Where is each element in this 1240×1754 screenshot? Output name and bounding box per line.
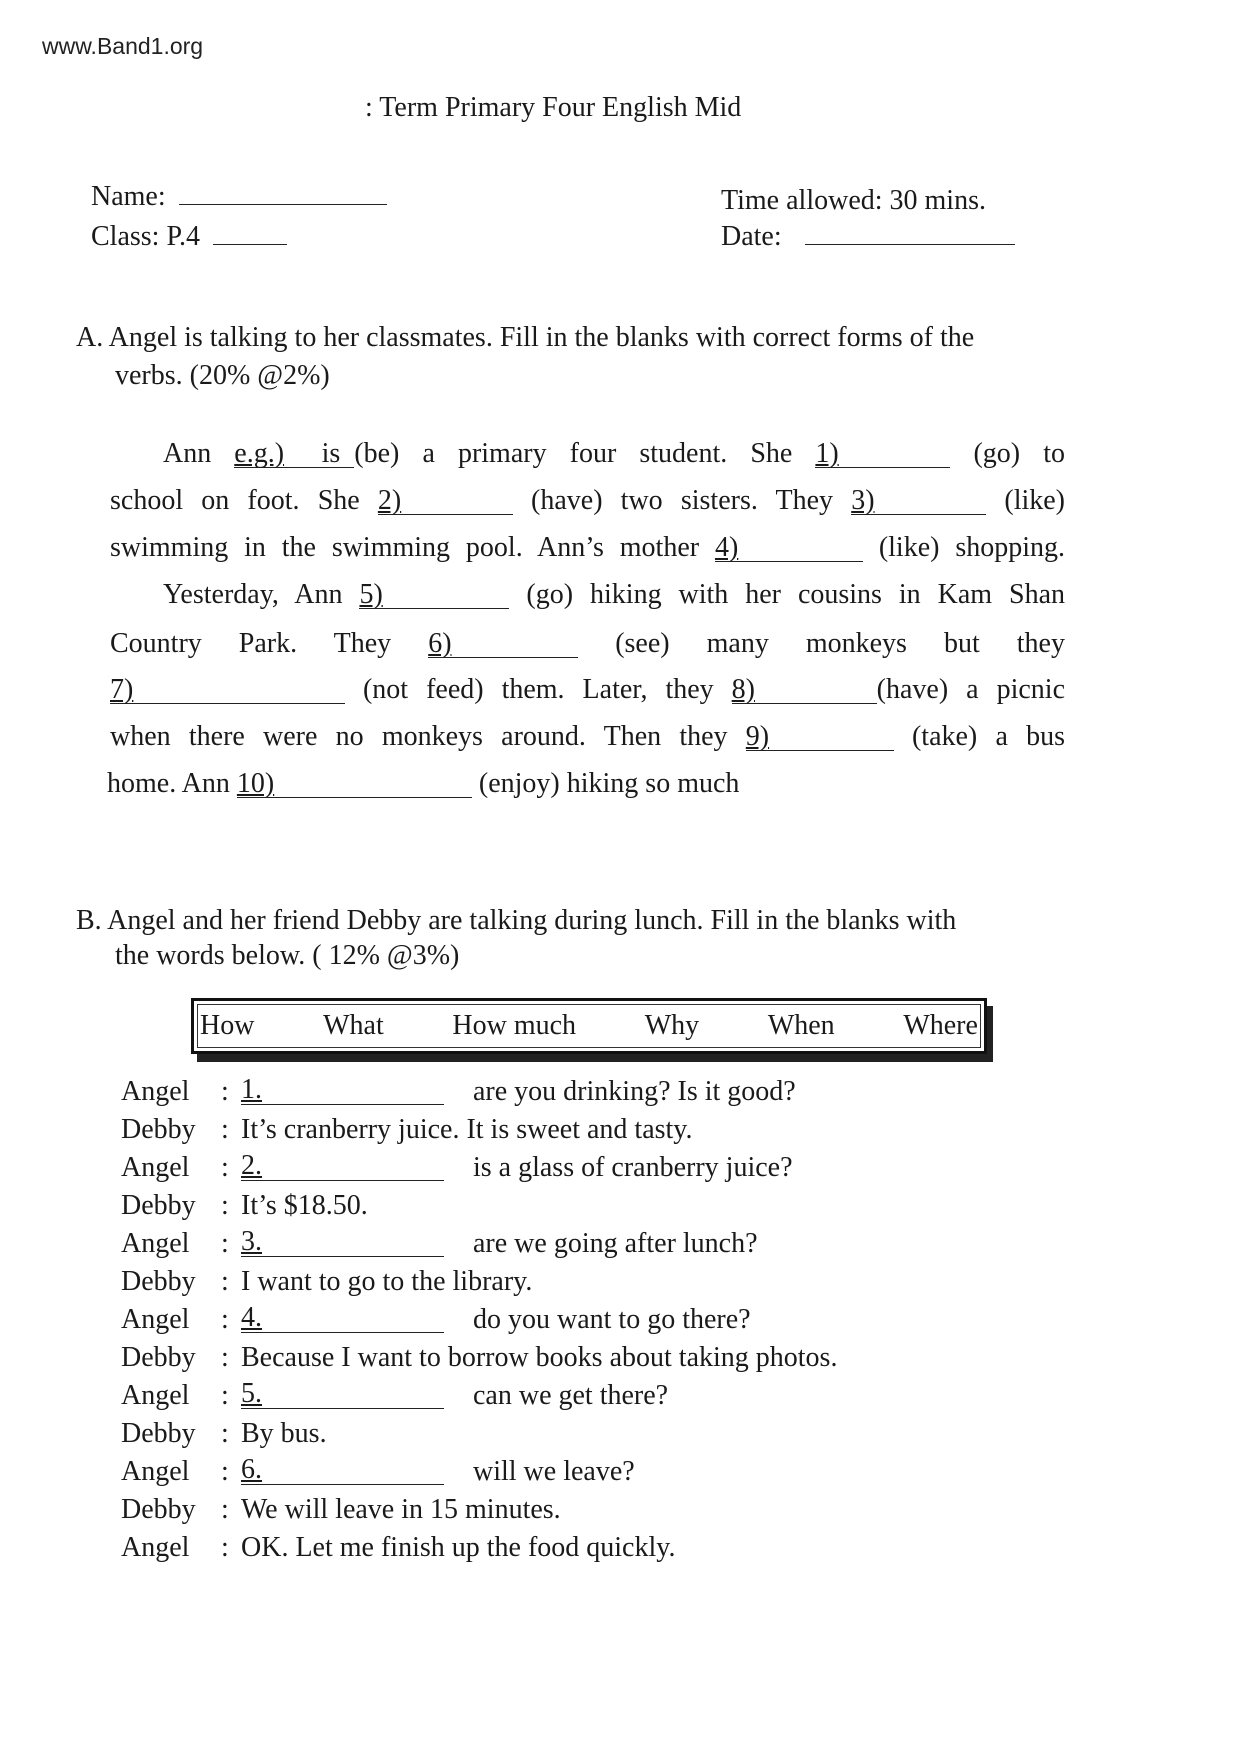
colon: : <box>221 1114 229 1145</box>
time-allowed: Time allowed: 30 mins. <box>721 185 986 216</box>
colon: : <box>221 1266 229 1297</box>
dialogue-text: By bus. <box>241 1418 327 1449</box>
word-bank <box>191 998 987 1054</box>
speaker-name: Angel <box>121 1304 190 1335</box>
dialogue-text: do you want to go there? <box>473 1304 751 1335</box>
colon: : <box>221 1418 229 1449</box>
date-blank <box>805 222 1015 245</box>
name-field <box>91 181 387 213</box>
colon: : <box>221 1342 229 1373</box>
section-a-instruction-2: verbs. (20% @2%) <box>115 360 330 391</box>
passage-text: (have) a picnic <box>876 674 1065 705</box>
answer-blank[interactable] <box>241 1456 444 1485</box>
speaker-name: Debby <box>121 1266 196 1297</box>
word-bank-item: Why <box>644 1010 700 1041</box>
colon: : <box>221 1380 229 1411</box>
example-answer-text: is <box>284 438 355 469</box>
page-title: : Term Primary Four English Mid <box>365 92 742 123</box>
speaker-name: Debby <box>121 1418 196 1449</box>
example-answer[interactable] <box>234 438 355 469</box>
answer-blank[interactable] <box>110 674 345 705</box>
passage-text: (go) to <box>950 438 1065 469</box>
passage-line <box>163 438 1065 470</box>
colon: : <box>221 1532 229 1563</box>
blank-number: 3. <box>241 1226 262 1257</box>
answer-blank[interactable] <box>236 768 472 799</box>
passage-line <box>110 532 1065 564</box>
dialogue-text: We will leave in 15 minutes. <box>241 1494 561 1525</box>
watermark: www.Band1.org <box>42 33 204 59</box>
speaker-name: Angel <box>121 1456 190 1487</box>
dialogue-text: are you drinking? Is it good? <box>473 1076 796 1107</box>
class-label: Class: <box>91 221 160 252</box>
blank-number: 6. <box>241 1454 262 1485</box>
word-bank-item: Where <box>903 1010 978 1041</box>
dialogue-text: can we get there? <box>473 1380 669 1411</box>
dialogue-text: OK. Let me finish up the food quickly. <box>241 1532 676 1563</box>
blank-number: 1) <box>815 438 839 469</box>
answer-blank[interactable] <box>377 485 513 516</box>
word-bank-item: How much <box>452 1010 577 1041</box>
dialogue-text: It’s $18.50. <box>241 1190 368 1221</box>
blank-number: 6) <box>428 628 452 659</box>
blank-number: 9) <box>745 721 770 752</box>
dialogue-text: Because I want to borrow books about taking photos. <box>241 1342 838 1373</box>
answer-blank[interactable] <box>241 1152 444 1181</box>
passage-text: (have) two sisters. They <box>512 485 852 516</box>
passage-text: (not feed) them. Later, they <box>345 674 732 705</box>
blank-number: 5) <box>359 579 383 610</box>
colon: : <box>221 1494 229 1525</box>
section-b-instruction-2: the words below. ( 12% @3%) <box>115 940 460 971</box>
date-field <box>721 221 1015 253</box>
speaker-name: Angel <box>121 1532 190 1563</box>
speaker-name: Angel <box>121 1076 190 1107</box>
answer-blank[interactable] <box>241 1076 444 1105</box>
colon: : <box>221 1152 229 1183</box>
answer-blank[interactable] <box>359 579 509 610</box>
colon: : <box>221 1190 229 1221</box>
passage-line <box>110 721 1065 753</box>
answer-blank[interactable] <box>815 438 950 469</box>
section-b-instruction: B. Angel and her friend Debby are talking during lunch. Fill in the blanks with <box>76 905 957 936</box>
passage-text: school on foot. She <box>110 485 378 516</box>
passage-text: (be) a primary four student. She <box>354 438 816 469</box>
passage-line <box>110 485 1065 517</box>
passage-line <box>107 768 1062 800</box>
dialogue-text: I want to go to the library. <box>241 1266 533 1297</box>
blank-number: 5. <box>241 1378 262 1409</box>
passage-text: (take) a bus <box>893 721 1065 752</box>
passage-line <box>110 628 1065 660</box>
blank-number: 2. <box>241 1150 262 1181</box>
passage-text: (enjoy) hiking so much <box>471 768 740 799</box>
word-bank-item: How <box>200 1010 255 1041</box>
class-field <box>91 221 287 253</box>
speaker-name: Angel <box>121 1380 190 1411</box>
passage-text: Ann <box>163 438 235 469</box>
class-value: P.4 <box>166 221 200 252</box>
speaker-name: Angel <box>121 1152 190 1183</box>
passage-text: Yesterday, Ann <box>163 579 360 610</box>
date-label: Date: <box>721 221 782 252</box>
colon: : <box>221 1228 229 1259</box>
name-blank <box>179 182 387 205</box>
blank-number: 4) <box>714 532 739 563</box>
word-bank-item: What <box>323 1010 384 1041</box>
speaker-name: Debby <box>121 1494 196 1525</box>
blank-number: 7) <box>110 674 134 705</box>
answer-blank[interactable] <box>851 485 986 516</box>
answer-blank[interactable] <box>714 532 863 563</box>
dialogue-text: are we going after lunch? <box>473 1228 758 1259</box>
answer-blank[interactable] <box>745 721 894 752</box>
blank-number: e.g.) <box>234 438 285 469</box>
colon: : <box>221 1076 229 1107</box>
passage-text: (like) <box>986 485 1065 516</box>
passage-text: (like) shopping. <box>862 532 1065 563</box>
dialogue-text: It’s cranberry juice. It is sweet and tasty. <box>241 1114 693 1145</box>
passage-text: when there were no monkeys around. Then they <box>110 721 746 752</box>
passage-text: (go) hiking with her cousins in Kam Shan <box>509 579 1066 610</box>
passage-text: (see) many monkeys but they <box>578 628 1065 659</box>
blank-number: 8) <box>731 674 755 705</box>
passage-text: Country Park. They <box>110 628 429 659</box>
class-blank <box>213 222 287 245</box>
colon: : <box>221 1456 229 1487</box>
speaker-name: Angel <box>121 1228 190 1259</box>
passage-line <box>163 579 1065 611</box>
section-a-instruction: A. Angel is talking to her classmates. Fill in the blanks with correct forms of the <box>76 322 975 353</box>
answer-blank[interactable] <box>428 628 578 659</box>
blank-number: 3) <box>851 485 875 516</box>
blank-number: 4. <box>241 1302 262 1333</box>
speaker-name: Debby <box>121 1114 196 1145</box>
blank-number: 2) <box>377 485 402 516</box>
word-bank-item: When <box>767 1010 835 1041</box>
answer-blank[interactable] <box>241 1380 444 1409</box>
blank-number: 10) <box>236 768 275 799</box>
answer-blank[interactable] <box>241 1228 444 1257</box>
passage-line <box>110 674 1065 706</box>
dialogue-text: will we leave? <box>473 1456 635 1487</box>
name-label: Name: <box>91 181 166 212</box>
speaker-name: Debby <box>121 1342 196 1373</box>
colon: : <box>221 1304 229 1335</box>
passage-text: home. Ann <box>107 768 237 799</box>
passage-text: swimming in the swimming pool. Ann’s mother <box>110 532 715 563</box>
dialogue-text: is a glass of cranberry juice? <box>473 1152 793 1183</box>
blank-number: 1. <box>241 1074 262 1105</box>
answer-blank[interactable] <box>241 1304 444 1333</box>
speaker-name: Debby <box>121 1190 196 1221</box>
answer-blank[interactable] <box>731 674 877 705</box>
